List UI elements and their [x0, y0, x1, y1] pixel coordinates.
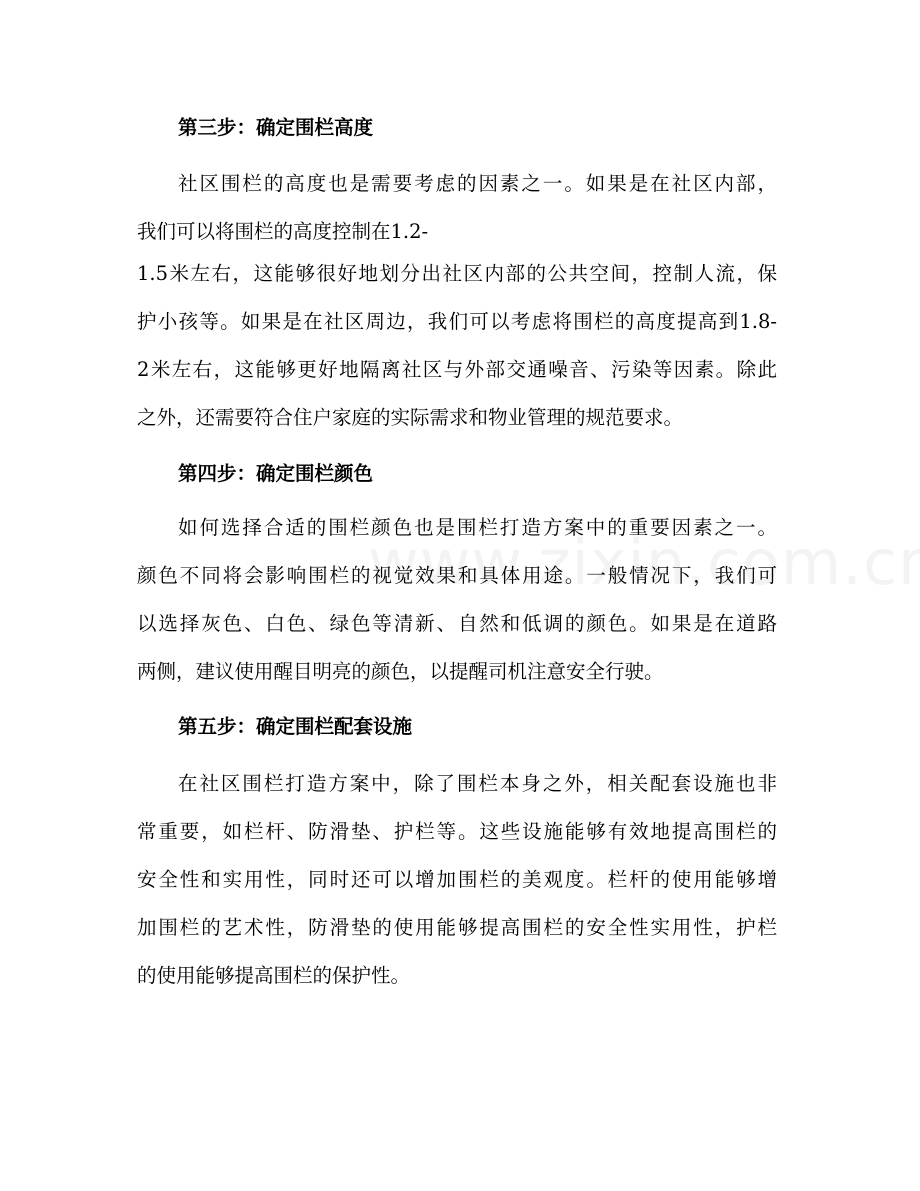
paragraph-line: 护小孩等。如果是在社区周边，我们可以考虑将围栏的高度提高到1.8- — [137, 310, 777, 333]
paragraph-line: 社区围栏的高度也是需要考虑的因素之一。如果是在社区内部， — [178, 172, 777, 195]
paragraph-line: 颜色不同将会影响围栏的视觉效果和具体用途。一般情况下，我们可 — [137, 564, 777, 587]
paragraph-line: 加围栏的艺术性，防滑垫的使用能够提高围栏的安全性实用性，护栏 — [137, 916, 777, 939]
section-body-step3 — [137, 170, 777, 452]
section-body-step5 — [137, 770, 777, 1010]
paragraph-line: 我们可以将围栏的高度控制在1.2- — [137, 220, 429, 243]
paragraph-line: 两侧，建议使用醒目明亮的颜色，以提醒司机注意安全行驶。 — [137, 660, 664, 683]
section-heading-step3: 第三步：确定围栏高度 — [178, 116, 374, 139]
paragraph-line: 安全性和实用性，同时还可以增加围栏的美观度。栏杆的使用能够增 — [137, 868, 777, 891]
paragraph-line: 常重要，如栏杆、防滑垫、护栏等。这些设施能够有效地提高围栏的 — [137, 820, 777, 843]
paragraph-line: 以选择灰色、白色、绿色等清新、自然和低调的颜色。如果是在道路 — [137, 612, 777, 635]
paragraph-line: 如何选择合适的围栏颜色也是围栏打造方案中的重要因素之一。 — [178, 516, 777, 539]
paragraph-line: 的使用能够提高围栏的保护性。 — [137, 964, 411, 987]
section-heading-step4: 第四步：确定围栏颜色 — [178, 462, 374, 485]
section-heading-step5: 第五步：确定围栏配套设施 — [178, 715, 413, 738]
paragraph-line: 2米左右，这能够更好地隔离社区与外部交通噪音、污染等因素。除此 — [137, 358, 777, 381]
section-body-step4 — [137, 514, 777, 706]
paragraph-line: 1.5米左右，这能够很好地划分出社区内部的公共空间，控制人流，保 — [137, 262, 777, 285]
paragraph-line: 在社区围栏打造方案中，除了围栏本身之外，相关配套设施也非 — [178, 772, 777, 795]
paragraph-line: 之外，还需要符合住户家庭的实际需求和物业管理的规范要求。 — [137, 406, 684, 429]
